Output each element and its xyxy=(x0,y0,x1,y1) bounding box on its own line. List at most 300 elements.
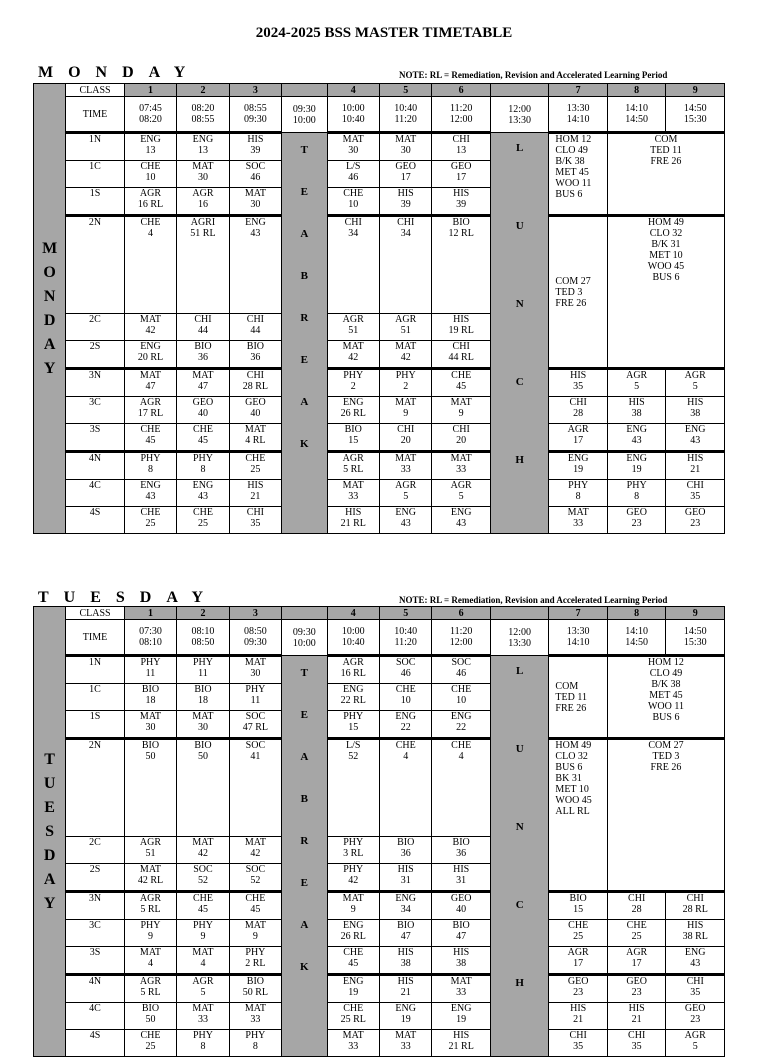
subject: HIS xyxy=(247,480,264,491)
lesson-cell xyxy=(607,424,666,452)
club-entry: CLO 32 xyxy=(555,751,588,762)
period-number: 7 xyxy=(549,607,608,620)
subject: CHE xyxy=(395,740,416,751)
room: 33 xyxy=(456,987,467,998)
room: 47 RL xyxy=(242,722,269,733)
lesson-cell xyxy=(327,892,379,920)
lesson-cell xyxy=(177,188,229,216)
club-entry: WOO 45 xyxy=(647,261,685,272)
room: 15 xyxy=(348,435,359,446)
subject: BIO xyxy=(194,684,212,695)
period-time xyxy=(327,620,379,656)
room: 12 RL xyxy=(448,228,474,239)
room: 8 xyxy=(634,491,640,502)
subject: MAT xyxy=(395,1030,417,1041)
subject: AGR xyxy=(192,976,214,987)
subject: MAT xyxy=(342,1030,364,1041)
subject: BIO xyxy=(194,341,212,352)
subject: ENG xyxy=(626,453,647,464)
lesson-cell xyxy=(229,1030,281,1057)
lesson-cell xyxy=(124,1030,176,1057)
lesson-cell xyxy=(379,975,431,1003)
room: 21 RL xyxy=(448,1041,474,1052)
lesson-cell xyxy=(124,216,176,314)
room: 17 xyxy=(400,172,411,183)
room: 21 xyxy=(400,987,411,998)
subject: AGR xyxy=(684,1030,706,1041)
room: 45 xyxy=(348,958,359,969)
period-time xyxy=(327,97,379,133)
class-row xyxy=(34,1030,725,1057)
subject: CHE xyxy=(626,920,647,931)
subject: ENG xyxy=(342,976,364,987)
subject: PHY xyxy=(343,837,364,848)
time-end: 09:30 xyxy=(244,637,267,648)
subject: GEO xyxy=(395,161,416,172)
lesson-cell xyxy=(379,216,431,314)
room: 28 RL xyxy=(242,381,269,392)
lesson-cell xyxy=(549,920,608,947)
monday-heading: MONDAY xyxy=(38,64,201,81)
day-letter: A xyxy=(43,335,56,353)
lesson-cell xyxy=(177,656,229,684)
lesson-cell xyxy=(607,947,666,975)
subject: PHY xyxy=(395,370,416,381)
room: 19 RL xyxy=(448,325,474,336)
lunch-column xyxy=(490,656,549,1057)
time-end: 13:30 xyxy=(508,637,532,649)
subject: AGR xyxy=(684,370,706,381)
lesson-cell xyxy=(327,837,379,864)
subject: PHY xyxy=(245,947,266,958)
lesson-cell xyxy=(327,397,379,424)
room: 10 xyxy=(400,695,411,706)
room: 5 xyxy=(692,381,698,392)
time-start: 09:30 xyxy=(292,103,316,115)
lesson-cell xyxy=(607,1003,666,1030)
room: 2 RL xyxy=(245,958,266,969)
room: 23 xyxy=(573,987,584,998)
room: 25 xyxy=(573,931,584,942)
lunch-letter: N xyxy=(515,821,524,833)
time-end: 15:30 xyxy=(683,114,707,125)
room: 46 xyxy=(400,668,411,679)
period-number xyxy=(282,84,327,97)
subject: BIO xyxy=(141,684,160,695)
monday-timetable xyxy=(33,83,725,534)
club-entry: ALL RL xyxy=(555,806,590,817)
subject: CHE xyxy=(140,424,161,435)
period-time xyxy=(282,97,327,133)
room: 18 xyxy=(145,695,156,706)
room: 51 xyxy=(348,325,359,336)
subject: GEO xyxy=(245,397,266,408)
time-start: 10:40 xyxy=(394,626,418,637)
club-entry: MET 45 xyxy=(649,690,683,701)
room: 39 xyxy=(250,145,261,156)
lesson-cell xyxy=(607,920,666,947)
lesson-cell xyxy=(379,684,431,711)
room: 10 xyxy=(348,199,359,210)
lunch-letter: L xyxy=(516,665,524,677)
lesson-cell xyxy=(327,684,379,711)
subject: AGR xyxy=(395,480,417,491)
lesson-cell xyxy=(432,133,491,161)
lesson-cell xyxy=(229,837,281,864)
room: 2 xyxy=(350,381,356,392)
lesson-cell xyxy=(379,161,431,188)
subject: CHE xyxy=(245,893,266,904)
room: 19 xyxy=(456,1014,467,1025)
lesson-cell xyxy=(666,452,725,480)
subject: CHI xyxy=(569,397,587,408)
time-start: 08:50 xyxy=(244,626,267,637)
lesson-cell xyxy=(549,892,608,920)
subject: SOC xyxy=(245,740,266,751)
room: 21 xyxy=(690,464,701,475)
lunch-letter: U xyxy=(515,220,524,232)
room: 28 xyxy=(631,904,642,915)
lesson-cell xyxy=(124,480,176,507)
subject: AGR xyxy=(342,453,364,464)
lesson-cell xyxy=(177,864,229,892)
period-number: 7 xyxy=(549,84,608,97)
subject: ENG xyxy=(342,684,364,695)
subject: HIS xyxy=(628,397,645,408)
lesson-cell xyxy=(229,369,281,397)
subject: CHI xyxy=(246,314,265,325)
time-header: TIME xyxy=(66,97,125,133)
lesson-cell xyxy=(666,920,725,947)
lesson-cell xyxy=(177,711,229,739)
lesson-cell xyxy=(379,452,431,480)
time-start: 08:20 xyxy=(191,103,215,114)
time-start: 10:40 xyxy=(394,103,418,114)
day-letter: O xyxy=(43,263,56,281)
time-start: 10:00 xyxy=(341,103,365,114)
time-end: 14:10 xyxy=(566,114,590,125)
room: 25 xyxy=(250,464,261,475)
room: 42 xyxy=(197,848,208,859)
lesson-cell xyxy=(666,1003,725,1030)
subject: HIS xyxy=(570,1003,587,1014)
lesson-cell xyxy=(229,480,281,507)
lesson-cell xyxy=(379,947,431,975)
lunch-letter: L xyxy=(516,142,524,154)
club-entry: BK 31 xyxy=(555,773,582,784)
club-entry: COM xyxy=(654,134,678,145)
time-end: 08:50 xyxy=(191,637,215,648)
lesson-cell xyxy=(229,341,281,369)
class-row xyxy=(34,424,725,452)
period-time xyxy=(549,620,608,656)
room: 30 xyxy=(400,145,411,156)
period-time xyxy=(177,97,229,133)
break-letter: K xyxy=(300,438,309,450)
lesson-cell xyxy=(607,892,666,920)
class-row xyxy=(34,216,725,314)
club-entry: WOO 11 xyxy=(647,701,684,712)
subject: AGRI xyxy=(190,217,216,228)
time-end: 14:50 xyxy=(625,637,649,648)
subject: HIS xyxy=(397,188,414,199)
time-start: 08:55 xyxy=(244,103,267,114)
subject: ENG xyxy=(140,134,161,145)
period-time xyxy=(432,97,491,133)
class-name: 4C xyxy=(66,480,125,507)
time-end: 10:00 xyxy=(292,637,316,649)
lesson-cell xyxy=(177,739,229,837)
subject: BIO xyxy=(246,341,265,352)
lesson-cell xyxy=(549,1030,608,1057)
lesson-cell xyxy=(177,947,229,975)
period-number: 4 xyxy=(327,607,379,620)
time-end: 10:00 xyxy=(292,114,316,126)
room: 11 xyxy=(145,668,156,679)
lesson-cell xyxy=(666,892,725,920)
room: 25 xyxy=(631,931,642,942)
room: 9 xyxy=(200,931,206,942)
club-entry: MET 10 xyxy=(649,250,683,261)
tuesday-note: NOTE: RL = Remediation, Revision and Accelerated Learning Period xyxy=(399,595,668,605)
club-entry: HOM 12 xyxy=(648,657,684,668)
room: 16 RL xyxy=(340,668,366,679)
room: 36 xyxy=(250,352,261,363)
room: 5 RL xyxy=(140,904,161,915)
room: 33 xyxy=(348,491,359,502)
lesson-cell xyxy=(379,480,431,507)
class-name: 2S xyxy=(66,864,125,892)
room: 26 RL xyxy=(340,931,366,942)
day-letter: A xyxy=(43,870,56,888)
room: 23 xyxy=(631,987,642,998)
lesson-cell xyxy=(327,314,379,341)
subject: CHE xyxy=(343,947,364,958)
lesson-cell xyxy=(327,656,379,684)
subject: MAT xyxy=(139,947,162,958)
room: 44 xyxy=(197,325,208,336)
break-letter: T xyxy=(300,667,308,679)
lesson-cell xyxy=(327,507,379,534)
subject: MAT xyxy=(395,453,417,464)
room: 10 xyxy=(145,172,156,183)
room: 46 xyxy=(456,668,467,679)
class-name: 1C xyxy=(66,684,125,711)
subject: MAT xyxy=(244,837,266,848)
club-entry: TED 3 xyxy=(555,286,583,298)
subject: SOC xyxy=(451,657,471,668)
room: 44 RL xyxy=(448,352,474,363)
subject: GEO xyxy=(192,397,214,408)
subject: CHI xyxy=(452,134,470,145)
room: 15 xyxy=(348,722,359,733)
lesson-cell xyxy=(432,216,491,314)
club-entry: WOO 11 xyxy=(555,178,592,189)
lesson-cell xyxy=(124,947,176,975)
break-letter: T xyxy=(300,144,308,156)
room: 33 xyxy=(400,1041,411,1052)
subject: HIS xyxy=(687,397,704,408)
lesson-cell xyxy=(327,864,379,892)
room: 43 xyxy=(456,518,467,529)
club-entry: FRE 26 xyxy=(555,297,587,309)
class-header: CLASS xyxy=(66,84,125,97)
time-start: 12:00 xyxy=(508,626,532,638)
room: 8 xyxy=(200,464,206,475)
lesson-cell xyxy=(432,452,491,480)
lesson-cell xyxy=(124,133,176,161)
subject: HIS xyxy=(397,947,414,958)
break-letter: A xyxy=(300,396,309,408)
subject: CHI xyxy=(628,893,646,904)
day-letter: Y xyxy=(43,359,56,377)
break-letter: A xyxy=(300,751,309,763)
lesson-cell xyxy=(432,947,491,975)
lunch-letter: C xyxy=(515,899,524,911)
time-end: 14:50 xyxy=(625,114,649,125)
lesson-cell xyxy=(124,892,176,920)
lesson-cell xyxy=(379,1030,431,1057)
room: 19 xyxy=(348,987,359,998)
lesson-cell xyxy=(229,864,281,892)
room: 33 xyxy=(348,1041,359,1052)
monday-note: NOTE: RL = Remediation, Revision and Accelerated Learning Period xyxy=(399,70,668,80)
subject: HIS xyxy=(628,1003,645,1014)
period-time xyxy=(607,620,666,656)
lesson-cell xyxy=(379,920,431,947)
lesson-cell xyxy=(229,424,281,452)
subject: ENG xyxy=(684,947,706,958)
subject: SOC xyxy=(395,657,416,668)
room: 3 RL xyxy=(343,848,364,859)
subject: GEO xyxy=(450,893,472,904)
period-number: 3 xyxy=(229,607,281,620)
period-number xyxy=(282,607,327,620)
club-entry: HOM 49 xyxy=(555,740,592,751)
period-number: 2 xyxy=(177,607,229,620)
lesson-cell xyxy=(432,920,491,947)
room: 28 RL xyxy=(682,904,708,915)
club-entry: CLO 49 xyxy=(555,145,588,156)
lesson-cell xyxy=(177,369,229,397)
lesson-cell xyxy=(327,452,379,480)
subject: PHY xyxy=(568,480,589,491)
lesson-cell xyxy=(229,892,281,920)
subject: CHE xyxy=(192,507,213,518)
lesson-cell xyxy=(379,397,431,424)
room: 43 xyxy=(197,491,208,502)
lesson-cell xyxy=(432,837,491,864)
subject: ENG xyxy=(450,711,472,722)
subject: L/S xyxy=(346,740,361,751)
room: 13 xyxy=(197,145,208,156)
lesson-cell xyxy=(124,837,176,864)
break-letter: E xyxy=(300,354,308,366)
class-row xyxy=(34,892,725,920)
period-time xyxy=(282,620,327,656)
subject: PHY xyxy=(343,711,364,722)
lesson-cell xyxy=(549,424,608,452)
room: 34 xyxy=(400,904,411,915)
room: 31 xyxy=(456,875,467,886)
class-name: 2C xyxy=(66,837,125,864)
lesson-cell xyxy=(229,656,281,684)
room: 35 xyxy=(690,987,701,998)
break-letter: E xyxy=(300,186,308,198)
room: 38 xyxy=(456,958,467,969)
period-time xyxy=(229,97,281,133)
tuesday-timetable xyxy=(33,606,725,1057)
break-letter: A xyxy=(300,228,309,240)
room: 30 xyxy=(250,199,261,210)
period-time xyxy=(124,97,176,133)
subject: ENG xyxy=(395,893,416,904)
room: 8 xyxy=(200,1041,206,1052)
subject: MAT xyxy=(244,424,266,435)
lesson-cell xyxy=(229,314,281,341)
subject: MAT xyxy=(342,893,364,904)
room: 42 xyxy=(145,325,156,336)
subject: PHY xyxy=(140,453,161,464)
lesson-cell xyxy=(327,369,379,397)
room: 17 xyxy=(631,958,642,969)
lesson-cell xyxy=(607,975,666,1003)
period-time xyxy=(229,620,281,656)
subject: HIS xyxy=(453,314,470,325)
lesson-cell xyxy=(177,1030,229,1057)
time-start: 12:00 xyxy=(508,103,532,115)
class-row xyxy=(34,507,725,534)
subject: CHI xyxy=(452,424,470,435)
room: 40 xyxy=(456,904,467,915)
room: 50 RL xyxy=(242,987,269,998)
period-number: 5 xyxy=(379,84,431,97)
subject: MAT xyxy=(450,453,472,464)
class-name: 2C xyxy=(66,314,125,341)
club-entry: FRE 26 xyxy=(650,156,682,167)
subject: MAT xyxy=(244,657,266,668)
room: 21 xyxy=(573,1014,584,1025)
break-letter: E xyxy=(300,877,308,889)
room: 43 xyxy=(690,435,701,446)
room: 50 xyxy=(197,751,208,762)
room: 45 xyxy=(145,435,156,446)
lesson-cell xyxy=(124,188,176,216)
lesson-cell xyxy=(124,369,176,397)
room: 13 xyxy=(145,145,156,156)
room: 43 xyxy=(250,228,261,239)
room: 50 xyxy=(145,1014,156,1025)
room: 4 xyxy=(147,958,153,969)
subject: MAT xyxy=(192,947,214,958)
lesson-cell xyxy=(607,507,666,534)
room: 23 xyxy=(690,1014,701,1025)
lesson-cell xyxy=(432,341,491,369)
room: 11 xyxy=(250,695,261,706)
time-end: 11:20 xyxy=(394,637,417,648)
lesson-cell xyxy=(432,314,491,341)
club-entry: BUS 6 xyxy=(555,189,583,200)
room: 35 xyxy=(573,1041,584,1052)
lesson-cell xyxy=(124,739,176,837)
club-entry: COM xyxy=(555,680,579,692)
subject: SOC xyxy=(193,864,213,875)
room: 42 xyxy=(400,352,411,363)
time-end: 14:10 xyxy=(566,637,590,648)
class-name: 1S xyxy=(66,711,125,739)
room: 52 xyxy=(250,875,261,886)
period-number: 5 xyxy=(379,607,431,620)
